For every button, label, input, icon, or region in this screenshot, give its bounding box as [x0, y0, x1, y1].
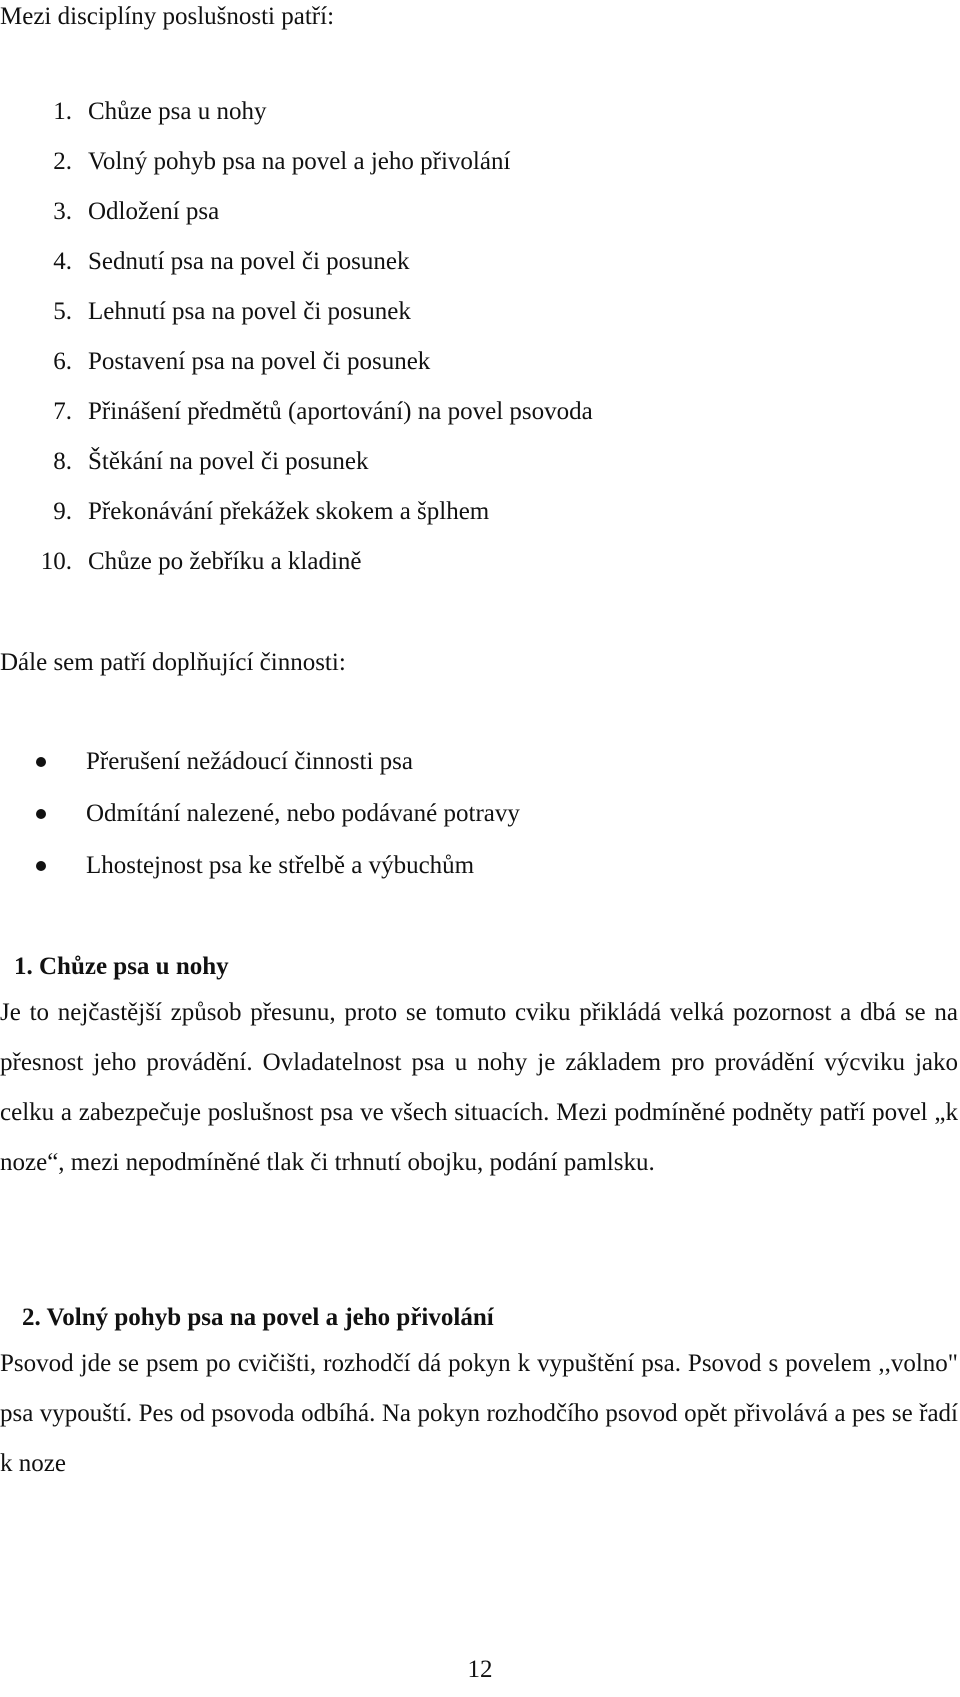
list-item-text: Překonávání překážek skokem a šplhem — [88, 498, 490, 525]
list-item-number: 4. — [53, 248, 72, 275]
list-item-number: 5. — [53, 298, 72, 325]
list-item-number: 8. — [53, 448, 72, 475]
section-free-movement — [0, 1296, 958, 1489]
page-number — [0, 1655, 960, 1685]
bullet-item-text: Lhostejnost psa ke střelbě a výbuchům — [86, 852, 475, 879]
intro-text: Mezi disciplíny poslušnosti patří: — [0, 3, 335, 30]
list-item-text: Štěkání na povel či posunek — [88, 448, 369, 475]
section-heading: 1. Chůze psa u nohy — [14, 953, 229, 980]
list-item-number: 7. — [53, 398, 72, 425]
list-item-number: 2. — [53, 148, 72, 175]
list-item-text: Volný pohyb psa na povel a jeho přivolání — [88, 148, 511, 175]
list-item-number: 6. — [53, 348, 72, 375]
section-heading: 2. Volný pohyb psa na povel a jeho přivolání — [22, 1304, 494, 1331]
list-item-text: Chůze psa u nohy — [88, 98, 267, 125]
list-item-number: 3. — [53, 198, 72, 225]
list-item-number: 9. — [53, 498, 72, 525]
bullet-dot-icon — [36, 809, 46, 819]
list-item-text: Lehnutí psa na povel či posunek — [88, 298, 411, 325]
list-item-text: Odložení psa — [88, 198, 220, 225]
list-item-number: 10. — [40, 548, 72, 575]
bullet-item-text: Přerušení nežádoucí činnosti psa — [86, 748, 413, 775]
section-body: Je to nejčastější způsob přesunu, proto se tomuto cviku přikládá velká pozornost a dbá se na přesnost jeho provádění. Ovladatelnost psa u nohy je základem pro provádění výcviku jako celku a zabezpečuje poslušnost psa ve všech situacích. Mezi podmíněné podněty patří povel „k noze“, mezi nepodmíněné tlak či trhnutí obojku, podání pamlsku. — [0, 999, 958, 1176]
list-item-text: Postavení psa na povel či posunek — [88, 348, 431, 375]
list-item-text: Přinášení předmětů (aportování) na povel psovoda — [88, 398, 593, 425]
section-body: Psovod jde se psem po cvičišti, rozhodčí dá pokyn k vypuštění psa. Psovod s povelem ,,volno" psa vypouští. Pes od psovoda odbíhá. Na pokyn rozhodčího psovod opět přivolává a pes se řadí k noze — [0, 1350, 958, 1477]
bullet-dot-icon — [36, 861, 46, 871]
list-item-text: Chůze po žebříku a kladině — [88, 548, 362, 575]
bullet-dot-icon — [36, 757, 46, 767]
list-item-number: 1. — [53, 98, 72, 125]
page-number-text: 12 — [467, 1656, 493, 1683]
supplementary-heading: Dále sem patří doplňující činnosti: — [0, 649, 346, 676]
list-item-text: Sednutí psa na povel či posunek — [88, 248, 410, 275]
section-walking-at-heel — [0, 945, 958, 1188]
bullet-item-text: Odmítání nalezené, nebo podávané potravy — [86, 800, 520, 827]
